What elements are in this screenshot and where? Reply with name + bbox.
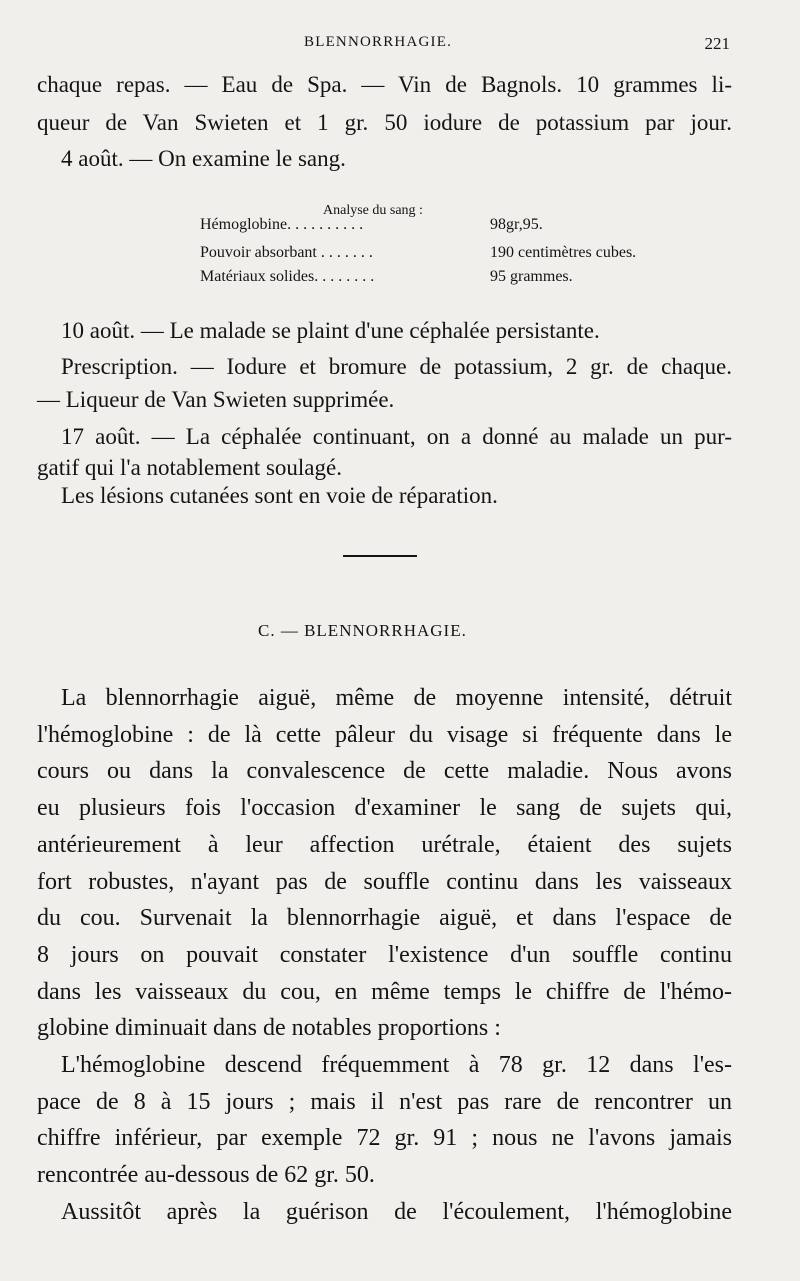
analysis-value: 95 grammes. <box>490 268 573 285</box>
text-line: chaque repas. — Eau de Spa. — Vin de Bagnols. 10 grammes li- <box>37 72 732 97</box>
analysis-label: Pouvoir absorbant . . . . . . . <box>200 244 373 261</box>
text-line: Prescription. — Iodure et bromure de potassium, 2 gr. de chaque. <box>61 354 732 379</box>
text-line: La blennorrhagie aiguë, même de moyenne intensité, détruit <box>61 685 732 711</box>
section-divider <box>343 555 417 557</box>
text-line: antérieurement à leur affection urétrale, étaient des sujets <box>37 831 732 858</box>
text-line: eu plusieurs fois l'occasion d'examiner le sang de sujets qui, <box>37 795 732 822</box>
text-line: pace de 8 à 15 jours ; mais il n'est pas rare de rencontrer un <box>37 1088 732 1115</box>
text-line: fort robustes, n'ayant pas de souffle continu dans les vaisseaux <box>37 868 732 895</box>
text-line: Aussitôt après la guérison de l'écoulement, l'hémoglobine <box>61 1198 732 1225</box>
running-title: BLENNORRHAGIE. <box>304 34 453 50</box>
text-line: L'hémoglobine descend fréquemment à 78 gr. 12 dans l'es- <box>61 1052 732 1079</box>
text-line: queur de Van Swieten et 1 gr. 50 iodure de potassium par jour. <box>37 110 732 135</box>
text-line: du cou. Survenait la blennorrhagie aiguë, et dans l'espace de <box>37 905 732 932</box>
analysis-label: Hémoglobine. . . . . . . . . . <box>200 216 364 233</box>
text-line: chiffre inférieur, par exemple 72 gr. 91 ; nous ne l'avons jamais <box>37 1125 732 1152</box>
analysis-value: 190 centimètres cubes. <box>490 244 637 261</box>
analysis-title: Analyse du sang : <box>323 203 423 218</box>
analysis-label: Matériaux solides. . . . . . . . <box>200 268 375 285</box>
text-line: l'hémoglobine : de là cette pâleur du visage si fréquente dans le <box>37 721 732 748</box>
text-line: dans les vaisseaux du cou, en même temps le chiffre de l'hémo- <box>37 978 732 1005</box>
text-line: Les lésions cutanées sont en voie de réparation. <box>61 483 498 508</box>
section-title: C. — BLENNORRHAGIE. <box>258 621 467 640</box>
analysis-row <box>200 214 543 236</box>
text-line: cours ou dans la convalescence de cette maladie. Nous avons <box>37 758 732 785</box>
page-header <box>0 34 800 58</box>
text-line: 10 août. — Le malade se plaint d'une céphalée persistante. <box>61 318 600 343</box>
text-line: rencontrée au-dessous de 62 gr. 50. <box>37 1162 375 1189</box>
text-line: 8 jours on pouvait constater l'existence d'un souffle continu <box>37 941 732 968</box>
analysis-row <box>200 242 636 264</box>
text-line: 4 août. — On examine le sang. <box>61 146 346 171</box>
text-line: — Liqueur de Van Swieten supprimée. <box>37 387 395 412</box>
body-text <box>37 680 732 1231</box>
analysis-value: 98gr,95. <box>490 216 543 233</box>
page-number: 221 <box>704 34 730 53</box>
analysis-row <box>200 266 573 288</box>
text-line: 17 août. — La céphalée continuant, on a donné au malade un pur- <box>61 424 732 449</box>
text-line: globine diminuait dans de notables proportions : <box>37 1015 501 1042</box>
text-line: gatif qui l'a notablement soulagé. <box>37 455 342 480</box>
